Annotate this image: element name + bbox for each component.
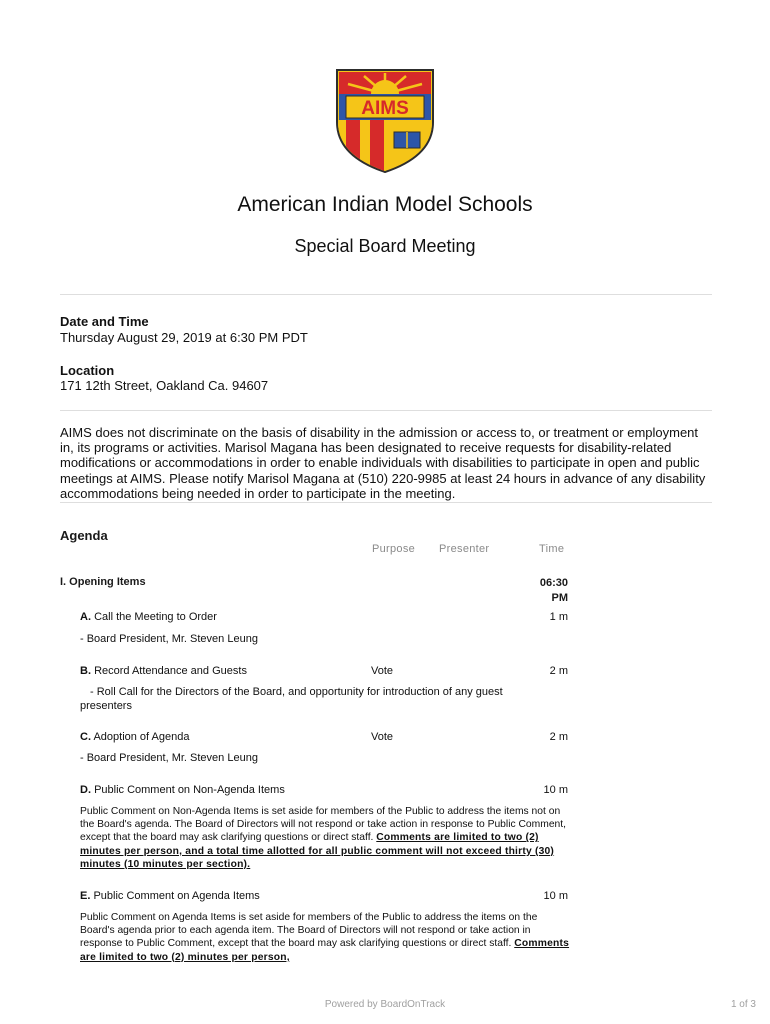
agenda-item-non-agenda-comment: D. Public Comment on Non-Agenda Items [80,784,285,796]
item-time: 1 m [549,611,568,623]
section-time: 06:30 PM [539,577,568,604]
page-number: 1 of 3 [730,999,756,1010]
logo-text: AIMS [361,98,409,119]
item-note: - Roll Call for the Directors of the Board, and opportunity for introduction of any guest [90,686,503,698]
location-label: Location [60,363,115,378]
aims-logo [334,64,436,174]
agenda-item-attendance: B. Record Attendance and Guests [80,665,247,677]
agenda-item-call-to-order: A. Call the Meeting to Order [80,611,217,623]
item-purpose: Vote [371,665,394,677]
item-presenter-note: - Board President, Mr. Steven Leung [80,633,258,645]
divider [60,502,712,503]
date-value: Thursday August 29, 2019 at 6:30 PM PDT [60,330,308,345]
location-value: 171 12th Street, Oakland Ca. 94607 [60,378,269,393]
powered-by-footer: Powered by BoardOnTrack [324,999,446,1010]
column-time: Time [539,543,565,555]
agenda-heading: Agenda [60,528,108,543]
page-title: American Indian Model Schools [237,193,533,216]
item-note: presenters [80,700,132,712]
agenda-item-adoption: C. Adoption of Agenda [80,731,190,743]
item-presenter-note: - Board President, Mr. Steven Leung [80,752,258,764]
item-time: 2 m [549,731,568,743]
column-presenter: Presenter [439,543,490,555]
agenda-item-agenda-comment: E. Public Comment on Agenda Items [80,890,260,902]
item-time: 10 m [543,784,568,796]
column-purpose: Purpose [372,543,416,555]
divider [60,410,712,411]
item-description: Public Comment on Non-Agenda Items is set aside for members of the Public to address the items not on the Board's agenda. The Board of Directors will not respond or take action in response to Public Comment, except that the board may ask clarifying questions or direct staff. Comments are limited to two (2) minutes per person, and a total time allotted for all public comment will not exceed thirty (30) minutes (10 minutes per section). [80,806,566,870]
item-time: 2 m [549,665,568,677]
item-purpose: Vote [371,731,394,743]
item-time: 10 m [543,890,568,902]
nondiscrimination-notice: AIMS does not discriminate on the basis of disability in the admission or access to, or treatment or employment in, its programs or activities. Marisol Magana has been designated to receive requests for disability-related modifications or accommodations in order to enable individuals with disabilities to participate in open and public meetings at AIMS. Please notify Marisol Magana at (510) 220-9985 at least 24 hours in advance of any disability accommodations being needed in order to participate in the meeting. [60,425,706,501]
divider [60,294,712,295]
section-title: I. Opening Items [60,576,146,588]
item-description: Public Comment on Agenda Items is set aside for members of the Public to address the items on the Board's agenda prior to each agenda item. The Board of Directors will not respond or take action in response to Public Comment, except that the board may ask clarifying questions or direct staff. Comments are limited to two (2) minutes per person, [80,912,570,963]
page-subtitle: Special Board Meeting [294,236,476,256]
date-label: Date and Time [60,314,149,329]
